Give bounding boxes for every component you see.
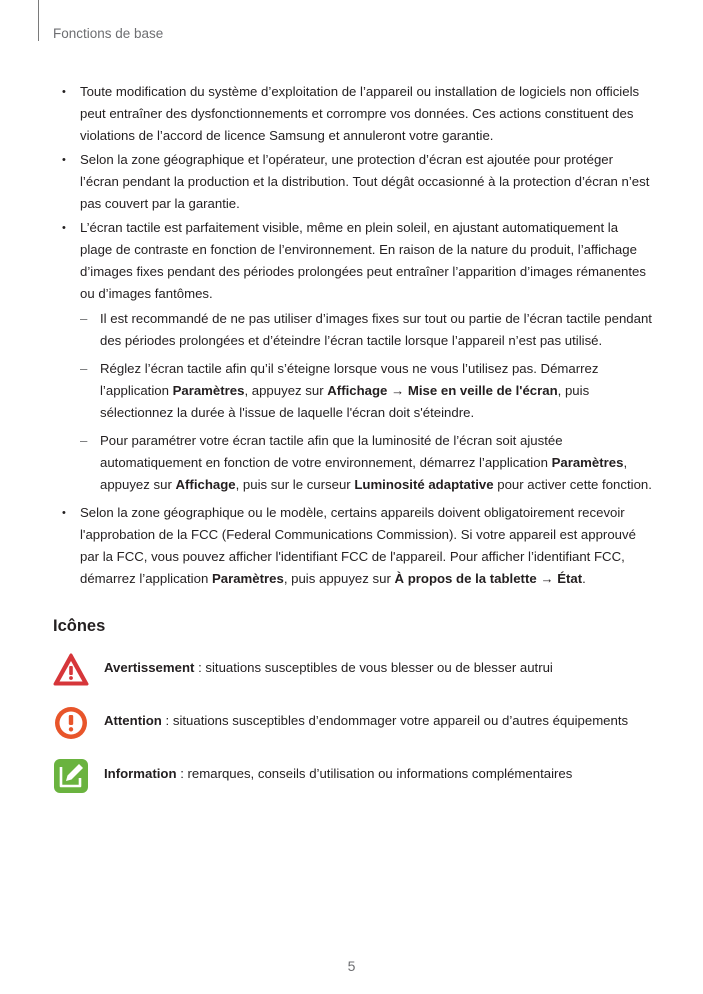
icon-description: Attention : situations susceptibles d’endommager votre appareil ou d’autres équipements bbox=[104, 713, 629, 728]
icon-description: Information : remarques, conseils d’utilisation ou informations complémentaires bbox=[104, 766, 573, 781]
icon-description: Avertissement : situations susceptibles de vous blesser ou de blesser autrui bbox=[104, 660, 553, 675]
dash-item: – Pour paramétrer votre écran tactile afin que la luminosité de l’écran soit ajustée automatiquement en fonction de votre environnement, démarrez l’application Paramètres, appuyez sur Affichage, puis sur le curseur Luminosité adaptative pour activer cette fonction. bbox=[62, 430, 652, 496]
bullet-item: • Selon la zone géographique ou le modèle, certains appareils doivent obligatoirement recevoir l'approbation de la FCC (Federal Communications Commission). Si votre appareil est approuvé par la FCC, vous pouvez afficher l'identifiant FCC de l'appareil. Pour afficher l’identifiant FCC, démarrez l’application Paramètres, puis appuyez sur À propos de la tablette → État. bbox=[62, 502, 652, 590]
page-content bbox=[62, 81, 652, 592]
caution-exclamation-icon bbox=[53, 705, 89, 741]
icon-row-caution bbox=[53, 705, 653, 741]
warning-triangle-icon bbox=[53, 652, 89, 688]
bullet-item: • Toute modification du système d’exploitation de l’appareil ou installation de logiciels non officiels peut entraîner des dysfonctionnements et corrompre vos données. Ces actions constituent des violations de l’accord de licence Samsung et annuleront votre garantie. bbox=[62, 81, 652, 147]
note-pencil-icon bbox=[53, 758, 89, 794]
dash-item: – Réglez l’écran tactile afin qu’il s’éteigne lorsque vous ne vous l’utilisez pas. Démarrez l’application Paramètres, appuyez sur Affichage → Mise en veille de l'écran, puis sélectionnez la durée à l'issue de laquelle l'écran doit s'éteindre. bbox=[62, 358, 652, 424]
bullet-item: • L’écran tactile est parfaitement visible, même en plein soleil, en ajustant automatiquement la plage de contraste en fonction de l’environnement. En raison de la nature du produit, l’affichage d’images fixes pendant des périodes prolongées peut entraîner l’apparition d’images rémanentes ou d’images fantômes. bbox=[62, 217, 652, 305]
icon-row-warning bbox=[53, 652, 653, 688]
icon-row-information bbox=[53, 758, 653, 794]
dash-item: – Il est recommandé de ne pas utiliser d’images fixes sur tout ou partie de l’écran tactile pendant des périodes prolongées et d’éteindre l’écran tactile lorsque l’appareil n’est pas utilisé. bbox=[62, 308, 652, 352]
bullet-item: • Selon la zone géographique et l’opérateur, une protection d’écran est ajoutée pour protéger l’écran pendant la production et la distribution. Tout dégât occasionné à la protection d’écran n’est pas couvert par la garantie. bbox=[62, 149, 652, 215]
page-number: 5 bbox=[347, 958, 356, 974]
section-header: Fonctions de base bbox=[53, 26, 164, 41]
icons-section-title: Icônes bbox=[53, 617, 106, 635]
header-rule bbox=[38, 0, 39, 41]
